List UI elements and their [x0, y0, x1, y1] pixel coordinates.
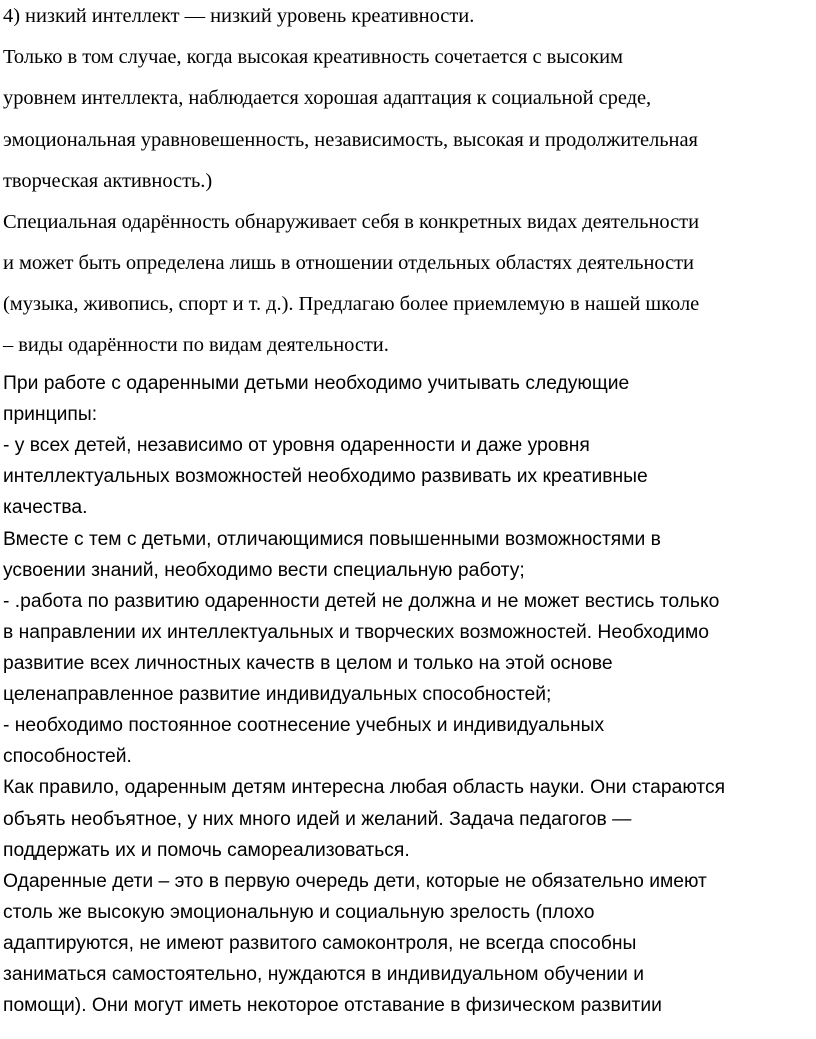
text-line: уровнем интеллекта, наблюдается хорошая адаптация к социальной среде, — [3, 87, 652, 109]
text-line: принципы: — [3, 404, 98, 425]
text-line: поддержать их и помочь самореализоваться. — [3, 840, 410, 861]
text-line: и может быть определена лишь в отношении отдельных областях деятельности — [3, 252, 694, 274]
text-line: - у всех детей, независимо от уровня одаренности и даже уровня — [3, 435, 590, 456]
text-line: Как правило, одаренным детям интересна любая область науки. Они стараются — [3, 777, 726, 798]
text-line: объять необъятное, у них много идей и желаний. Задача педагогов — — [3, 809, 632, 830]
text-line: – виды одарённости по видам деятельности. — [3, 334, 389, 356]
text-line: 4) низкий интеллект — низкий уровень креативности. — [3, 5, 475, 27]
text-line: эмоциональная уравновешенность, независимость, высокая и продолжительная — [3, 129, 698, 151]
text-line: - .работа по развитию одаренности детей не должна и не может вестись только — [3, 591, 720, 612]
text-line: При работе с одаренными детьми необходимо учитывать следующие — [3, 373, 630, 394]
text-line: в направлении их интеллектуальных и творческих возможностей. Необходимо — [3, 622, 709, 643]
text-line: (музыка, живопись, спорт и т. д.). Предлагаю более приемлемую в нашей школе — [3, 293, 700, 315]
text-line: целенаправленное развитие индивидуальных способностей; — [3, 684, 552, 705]
text-line: столь же высокую эмоциональную и социальную зрелость (плохо — [3, 902, 595, 923]
text-line: адаптируются, не имеют развитого самоконтроля, не всегда способны — [3, 933, 637, 954]
text-line: интеллектуальных возможностей необходимо развивать их креативные — [3, 466, 648, 487]
text-line: Вместе с тем с детьми, отличающимися повышенными возможностями в — [3, 529, 661, 550]
text-line: помощи). Они могут иметь некоторое отставание в физическом развитии — [3, 995, 662, 1016]
text-line: качества. — [3, 497, 88, 518]
text-line: заниматься самостоятельно, нуждаются в индивидуальном обучении и — [3, 964, 644, 985]
text-line: усвоении знаний, необходимо вести специальную работу; — [3, 560, 525, 581]
text-line: Специальная одарённость обнаруживает себя в конкретных видах деятельности — [3, 211, 699, 233]
text-line: способностей. — [3, 746, 132, 767]
text-line: Только в том случае, когда высокая креативность сочетается с высоким — [3, 46, 623, 68]
text-line: творческая активность.) — [3, 170, 213, 192]
text-line: Одаренные дети – это в первую очередь дети, которые не обязательно имеют — [3, 871, 707, 892]
text-line: развитие всех личностных качеств в целом и только на этой основе — [3, 653, 613, 674]
text-line: - необходимо постоянное соотнесение учебных и индивидуальных — [3, 715, 605, 736]
